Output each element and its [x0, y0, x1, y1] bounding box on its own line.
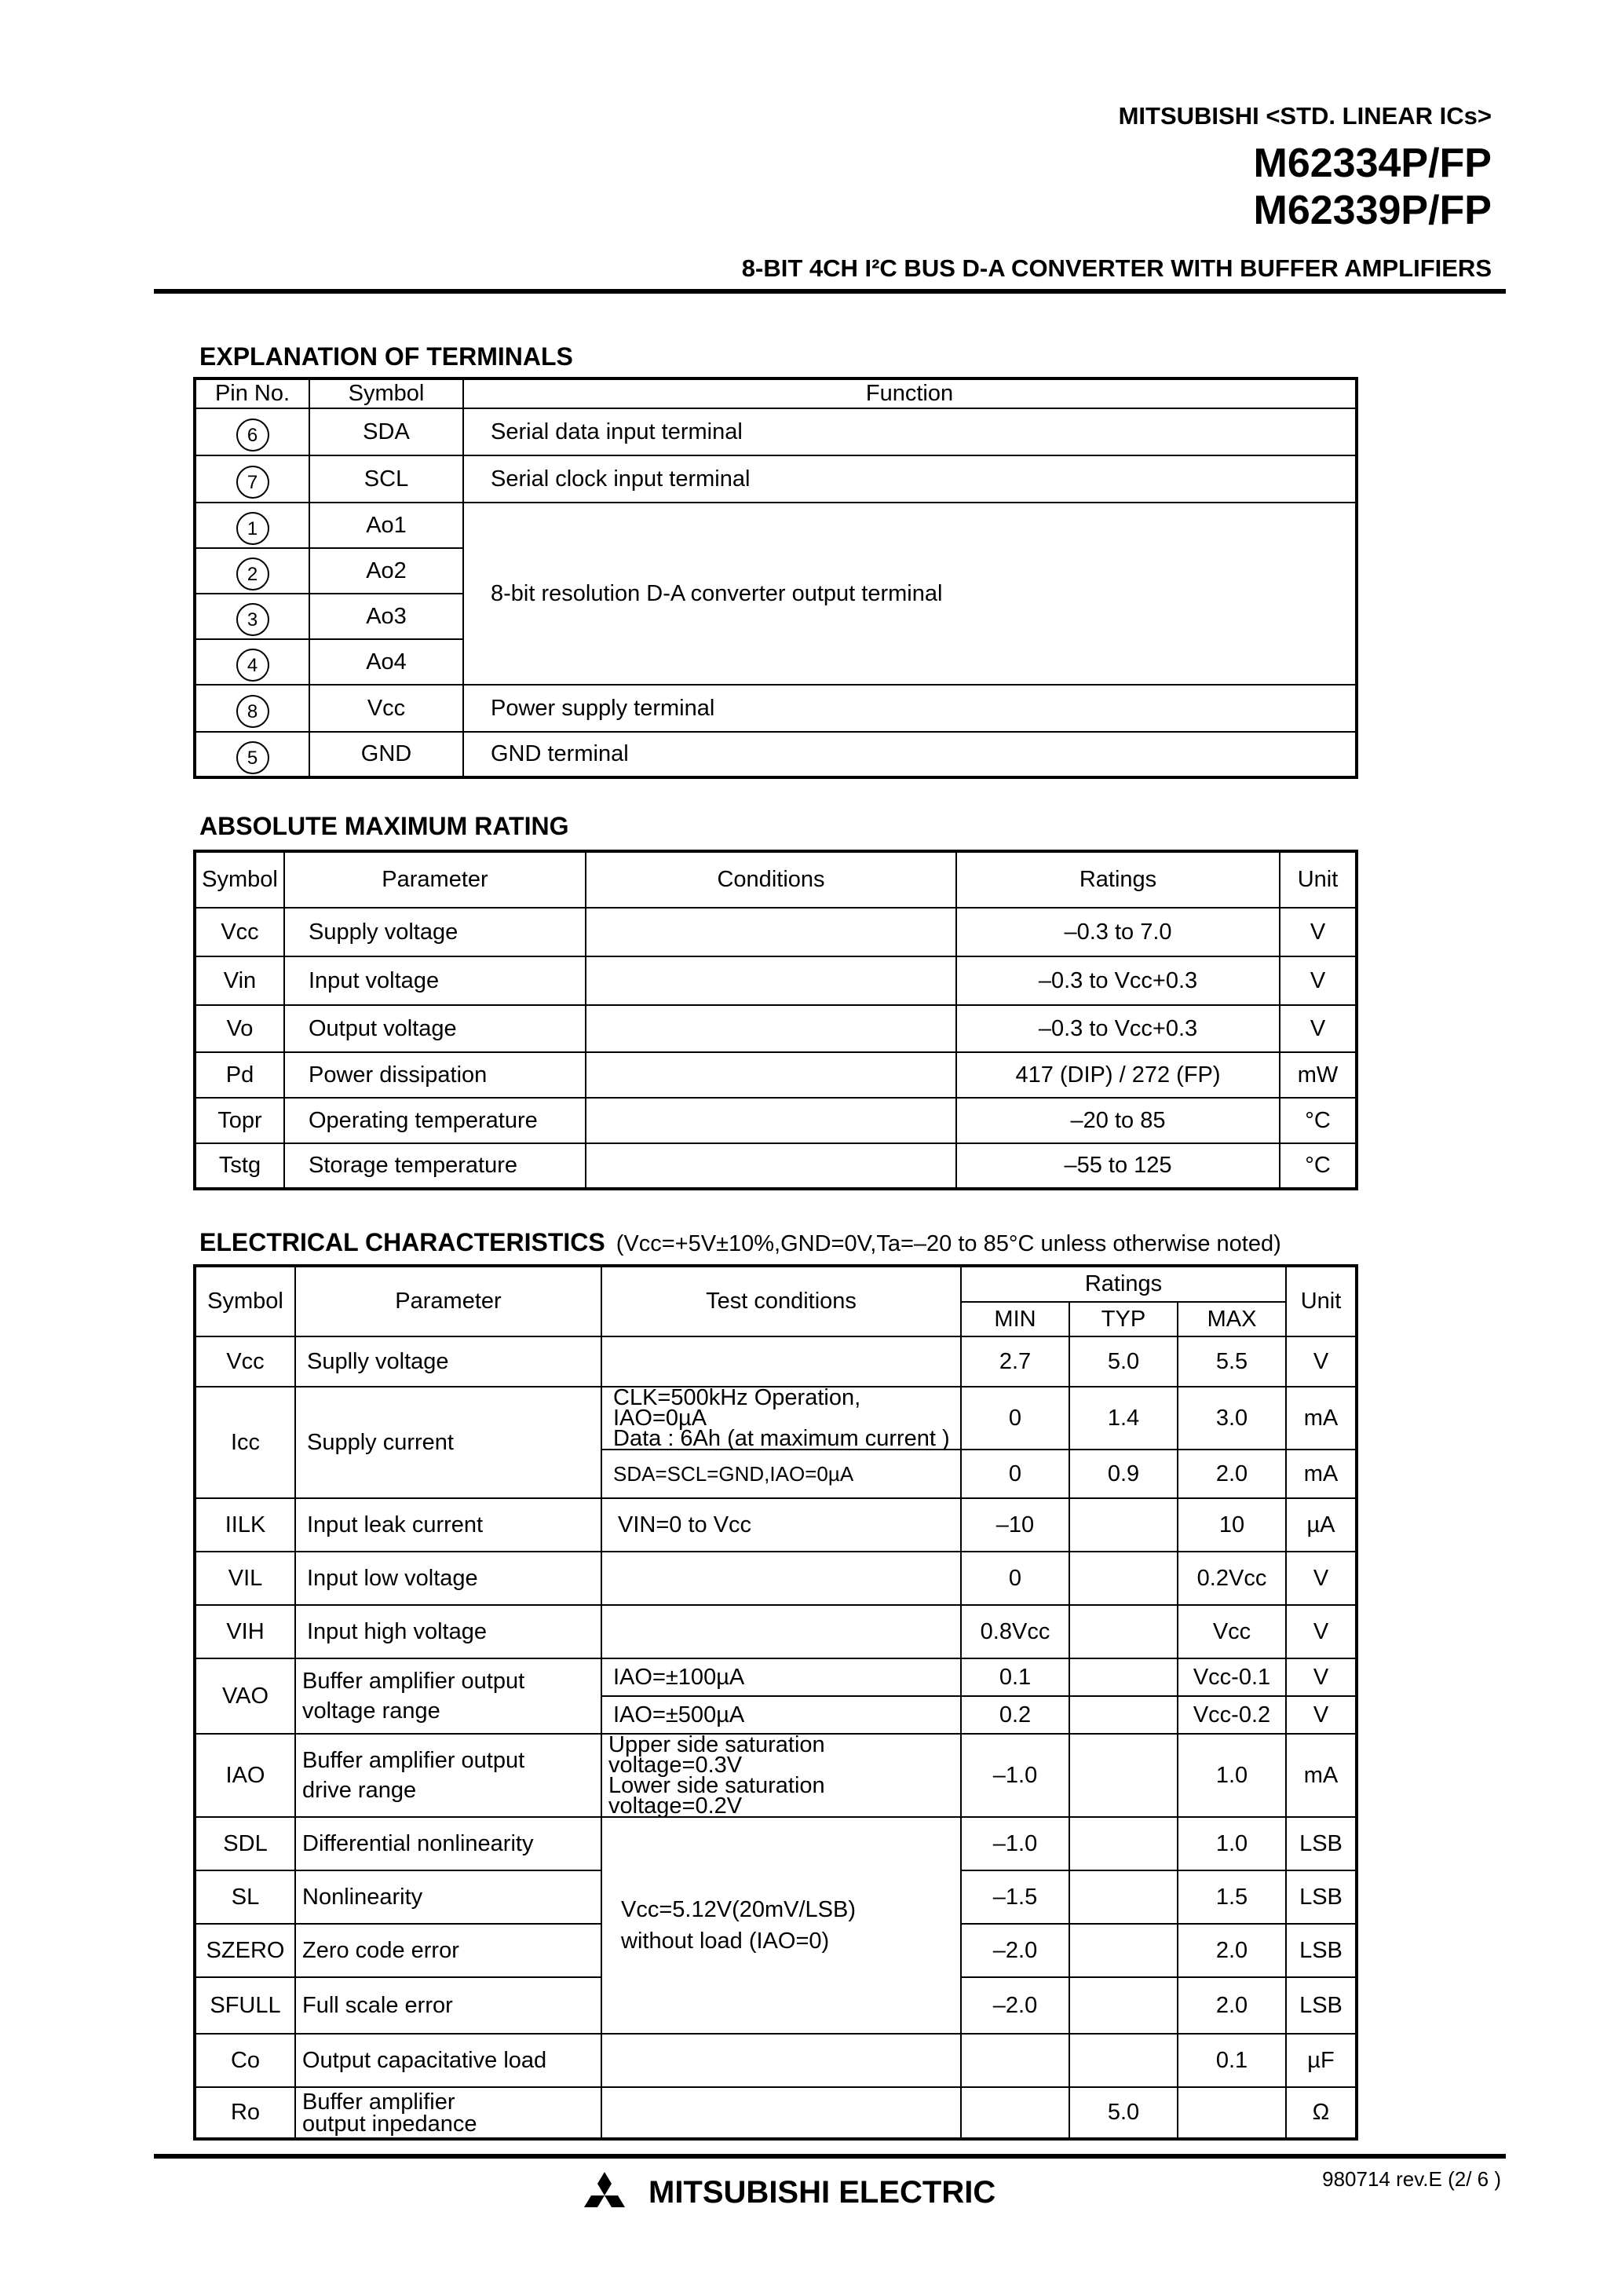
part-number-1: M62334P/FP [1253, 141, 1492, 186]
conditions-cell [586, 908, 956, 956]
min-cell [961, 2087, 1069, 2139]
condition-line: CLK=500kHz Operation, IAO=0µA [613, 1385, 861, 1431]
parameter-line: Buffer amplifier [302, 2089, 455, 2115]
symbol-cell: Ao2 [309, 548, 463, 594]
typ-cell: 5.0 [1069, 2087, 1178, 2139]
part-number-2: M62339P/FP [1253, 188, 1492, 233]
function-cell: 8-bit resolution D-A converter output terminal [463, 503, 1357, 685]
parameter-cell: Zero code error [295, 1924, 601, 1977]
pin-number-badge: 3 [236, 603, 269, 636]
symbol-cell: GND [309, 732, 463, 777]
symbol-cell: SCL [309, 455, 463, 503]
rating-cell: –20 to 85 [956, 1098, 1280, 1143]
max-cell: 1.0 [1178, 1734, 1286, 1817]
conditions-cell [601, 2034, 961, 2087]
min-cell: –1.0 [961, 1734, 1069, 1817]
max-cell: 2.0 [1178, 1977, 1286, 2034]
typ-cell [1069, 1870, 1178, 1924]
unit-cell: V [1280, 908, 1357, 956]
condition-line: without load (IAO=0) [621, 1929, 830, 1954]
typ-cell [1069, 1552, 1178, 1605]
unit-cell: LSB [1286, 1977, 1357, 2034]
unit-cell: V [1286, 1336, 1357, 1387]
table-row [195, 1658, 1357, 1696]
symbol-cell: Ao4 [309, 639, 463, 685]
pin-number-badge: 1 [236, 512, 269, 545]
rating-cell: –0.3 to 7.0 [956, 908, 1280, 956]
unit-cell: mA [1286, 1450, 1357, 1498]
symbol-cell: IILK [195, 1498, 295, 1552]
electrical-title [199, 1228, 1281, 1257]
header-cell: Unit [1286, 1266, 1357, 1336]
conditions-cell [586, 1143, 956, 1189]
symbol-cell: VIL [195, 1552, 295, 1605]
table-header-row [195, 378, 1357, 408]
terminals-title: EXPLANATION OF TERMINALS [199, 342, 573, 371]
header-cell: Symbol [195, 1266, 295, 1336]
typ-cell [1069, 1696, 1178, 1734]
pin-number-badge: 8 [236, 695, 269, 728]
conditions-cell: VIN=0 to Vcc [601, 1498, 961, 1552]
header-cell: Ratings [956, 851, 1280, 908]
max-cell: 2.0 [1178, 1924, 1286, 1977]
min-cell: –1.0 [961, 1817, 1069, 1870]
symbol-cell: Vcc [309, 685, 463, 732]
pin-number-badge: 2 [236, 558, 269, 590]
typ-cell [1069, 1605, 1178, 1658]
conditions-cell [601, 1605, 961, 1658]
typ-cell [1069, 2034, 1178, 2087]
condition-line: Vcc=5.12V(20mV/LSB) [621, 1897, 857, 1922]
footer-brand: MITSUBISHI ELECTRIC [648, 2175, 996, 2210]
max-cell: 2.0 [1178, 1450, 1286, 1498]
symbol-cell: Topr [195, 1098, 284, 1143]
header-cell: Pin No. [195, 378, 309, 408]
max-cell: 0.1 [1178, 2034, 1286, 2087]
min-cell: –2.0 [961, 1924, 1069, 1977]
rating-cell: –0.3 to Vcc+0.3 [956, 1005, 1280, 1052]
pin-number-badge: 7 [236, 466, 269, 499]
table-row [195, 2034, 1357, 2087]
symbol-cell: Pd [195, 1052, 284, 1098]
table-row [195, 1817, 1357, 1870]
min-cell: 0 [961, 1387, 1069, 1450]
symbol-cell: SFULL [195, 1977, 295, 2034]
parameter-cell: Output voltage [284, 1005, 586, 1052]
table-header-row [195, 1266, 1357, 1302]
header-cell: Symbol [195, 851, 284, 908]
unit-cell: V [1280, 1005, 1357, 1052]
unit-cell: LSB [1286, 1870, 1357, 1924]
symbol-cell: Ao1 [309, 503, 463, 548]
min-cell: 0.1 [961, 1658, 1069, 1696]
conditions-cell [601, 1336, 961, 1387]
header-cell: Symbol [309, 378, 463, 408]
typ-cell: 0.9 [1069, 1450, 1178, 1498]
revision-label: 980714 rev.E (2/ 6 ) [1322, 2167, 1501, 2191]
typ-cell [1069, 1734, 1178, 1817]
symbol-cell: IAO [195, 1734, 295, 1817]
conditions-cell [601, 1734, 961, 1817]
function-cell: GND terminal [463, 732, 1357, 777]
function-cell: Serial data input terminal [463, 408, 1357, 455]
header-cell: Parameter [284, 851, 586, 908]
conditions-cell [586, 956, 956, 1005]
unit-cell: °C [1280, 1098, 1357, 1143]
min-cell: –1.5 [961, 1870, 1069, 1924]
pin-number-badge: 4 [236, 649, 269, 682]
unit-cell: mW [1280, 1052, 1357, 1098]
conditions-cell [601, 1387, 961, 1450]
min-cell: 0.2 [961, 1696, 1069, 1734]
max-cell: 1.0 [1178, 1817, 1286, 1870]
unit-cell: LSB [1286, 1924, 1357, 1977]
conditions-cell [586, 1098, 956, 1143]
pin-number-badge: 5 [236, 741, 269, 774]
table-row [195, 1498, 1357, 1552]
symbol-cell: Co [195, 2034, 295, 2087]
min-cell: 0.8Vcc [961, 1605, 1069, 1658]
parameter-cell: Supply voltage [284, 908, 586, 956]
pin-number-badge: 6 [236, 419, 269, 452]
header-cell: Parameter [295, 1266, 601, 1336]
symbol-cell: Vo [195, 1005, 284, 1052]
company-line: MITSUBISHI <STD. LINEAR ICs> [1118, 102, 1492, 130]
header-cell: Conditions [586, 851, 956, 908]
min-cell: 0 [961, 1450, 1069, 1498]
table-row [195, 455, 1357, 503]
parameter-cell [295, 1658, 601, 1734]
electrical-conditions-note: (Vcc=+5V±10%,GND=0V,Ta=–20 to 85°C unless otherwise noted) [616, 1231, 1281, 1256]
unit-cell: °C [1280, 1143, 1357, 1189]
max-cell: Vcc-0.2 [1178, 1696, 1286, 1734]
symbol-cell: Vcc [195, 908, 284, 956]
parameter-cell: Operating temperature [284, 1098, 586, 1143]
parameter-cell: Differential nonlinearity [295, 1817, 601, 1870]
table-row [195, 1605, 1357, 1658]
table-row [195, 1143, 1357, 1189]
parameter-cell: Power dissipation [284, 1052, 586, 1098]
header-rule [154, 289, 1506, 294]
table-row [195, 2087, 1357, 2139]
table-row [195, 1052, 1357, 1098]
symbol-cell: Ao3 [309, 594, 463, 639]
table-row [195, 1387, 1357, 1450]
table-row [195, 685, 1357, 732]
parameter-line: drive range [302, 1778, 417, 1803]
max-cell: 10 [1178, 1498, 1286, 1552]
max-cell: 1.5 [1178, 1870, 1286, 1924]
table-row [195, 1552, 1357, 1605]
min-cell: –2.0 [961, 1977, 1069, 2034]
unit-cell: V [1286, 1605, 1357, 1658]
parameter-line: voltage range [302, 1698, 440, 1724]
unit-cell: µF [1286, 2034, 1357, 2087]
table-row [195, 908, 1357, 956]
typ-cell: 5.0 [1069, 1336, 1178, 1387]
typ-cell [1069, 1817, 1178, 1870]
symbol-cell: SZERO [195, 1924, 295, 1977]
symbol-cell: VAO [195, 1658, 295, 1734]
terminals-table [193, 377, 1358, 779]
conditions-cell: SDA=SCL=GND,IAO=0µA [601, 1450, 961, 1498]
symbol-cell: Vcc [195, 1336, 295, 1387]
table-row [195, 1734, 1357, 1817]
parameter-line: output inpedance [302, 2111, 477, 2137]
electrical-title-text: ELECTRICAL CHARACTERISTICS [199, 1228, 605, 1256]
header-cell: Ratings [961, 1266, 1286, 1302]
condition-line: Lower side saturation voltage=0.2V [608, 1773, 825, 1819]
parameter-cell: Nonlinearity [295, 1870, 601, 1924]
function-cell: Serial clock input terminal [463, 455, 1357, 503]
parameter-cell: Output capacitative load [295, 2034, 601, 2087]
parameter-cell: Supply current [295, 1387, 601, 1498]
parameter-line: Buffer amplifier output [302, 1669, 525, 1694]
header-cell: MAX [1178, 1302, 1286, 1336]
parameter-cell [295, 1734, 601, 1817]
header-cell: TYP [1069, 1302, 1178, 1336]
parameter-cell [295, 2087, 601, 2139]
symbol-cell: Icc [195, 1387, 295, 1498]
table-row [195, 1336, 1357, 1387]
condition-line: Upper side saturation voltage=0.3V [608, 1732, 825, 1778]
table-row [195, 956, 1357, 1005]
max-cell: 5.5 [1178, 1336, 1286, 1387]
conditions-cell [601, 2087, 961, 2139]
mitsubishi-logo-icon [579, 2172, 630, 2217]
rating-cell: 417 (DIP) / 272 (FP) [956, 1052, 1280, 1098]
unit-cell: µA [1286, 1498, 1357, 1552]
parameter-cell: Input voltage [284, 956, 586, 1005]
parameter-cell: Input leak current [295, 1498, 601, 1552]
typ-cell [1069, 1658, 1178, 1696]
min-cell: 0 [961, 1552, 1069, 1605]
symbol-cell: SL [195, 1870, 295, 1924]
header-cell: Unit [1280, 851, 1357, 908]
electrical-table [193, 1264, 1358, 2141]
parameter-cell: Input high voltage [295, 1605, 601, 1658]
typ-cell [1069, 1977, 1178, 2034]
table-row [195, 732, 1357, 777]
parameter-cell: Full scale error [295, 1977, 601, 2034]
min-cell [961, 2034, 1069, 2087]
table-row [195, 408, 1357, 455]
symbol-cell: VIH [195, 1605, 295, 1658]
unit-cell: LSB [1286, 1817, 1357, 1870]
symbol-cell: Vin [195, 956, 284, 1005]
conditions-cell [586, 1005, 956, 1052]
unit-cell: mA [1286, 1734, 1357, 1817]
condition-line: Data : 6Ah (at maximum current ) [613, 1426, 950, 1451]
table-header-row [195, 851, 1357, 908]
table-row [195, 1098, 1357, 1143]
unit-cell: V [1280, 956, 1357, 1005]
document-subtitle: 8-BIT 4CH I²C BUS D-A CONVERTER WITH BUFFER AMPLIFIERS [741, 254, 1492, 282]
header-cell: Test conditions [601, 1266, 961, 1336]
symbol-cell: Ro [195, 2087, 295, 2139]
footer-rule [154, 2154, 1506, 2159]
table-row [195, 503, 1357, 548]
table-row [195, 1005, 1357, 1052]
parameter-cell: Input low voltage [295, 1552, 601, 1605]
typ-cell [1069, 1924, 1178, 1977]
function-cell: Power supply terminal [463, 685, 1357, 732]
rating-cell: –0.3 to Vcc+0.3 [956, 956, 1280, 1005]
header-cell: Function [463, 378, 1357, 408]
unit-cell: V [1286, 1696, 1357, 1734]
min-cell: 2.7 [961, 1336, 1069, 1387]
max-cell: Vcc-0.1 [1178, 1658, 1286, 1696]
unit-cell: V [1286, 1552, 1357, 1605]
max-cell: 3.0 [1178, 1387, 1286, 1450]
symbol-cell: SDA [309, 408, 463, 455]
typ-cell [1069, 1498, 1178, 1552]
min-cell: –10 [961, 1498, 1069, 1552]
unit-cell: Ω [1286, 2087, 1357, 2139]
conditions-cell [601, 1552, 961, 1605]
header-cell: MIN [961, 1302, 1069, 1336]
conditions-cell [601, 1817, 961, 2034]
symbol-cell: Tstg [195, 1143, 284, 1189]
conditions-cell: IAO=±500µA [601, 1696, 961, 1734]
rating-cell: –55 to 125 [956, 1143, 1280, 1189]
max-cell: 0.2Vcc [1178, 1552, 1286, 1605]
symbol-cell: SDL [195, 1817, 295, 1870]
max-cell [1178, 2087, 1286, 2139]
parameter-cell: Storage temperature [284, 1143, 586, 1189]
absolute-rating-table [193, 850, 1358, 1190]
conditions-cell [586, 1052, 956, 1098]
max-cell: Vcc [1178, 1605, 1286, 1658]
parameter-cell: Suplly voltage [295, 1336, 601, 1387]
unit-cell: V [1286, 1658, 1357, 1696]
absolute-rating-title: ABSOLUTE MAXIMUM RATING [199, 812, 569, 840]
parameter-line: Buffer amplifier output [302, 1748, 525, 1773]
unit-cell: mA [1286, 1387, 1357, 1450]
conditions-cell: IAO=±100µA [601, 1658, 961, 1696]
typ-cell: 1.4 [1069, 1387, 1178, 1450]
